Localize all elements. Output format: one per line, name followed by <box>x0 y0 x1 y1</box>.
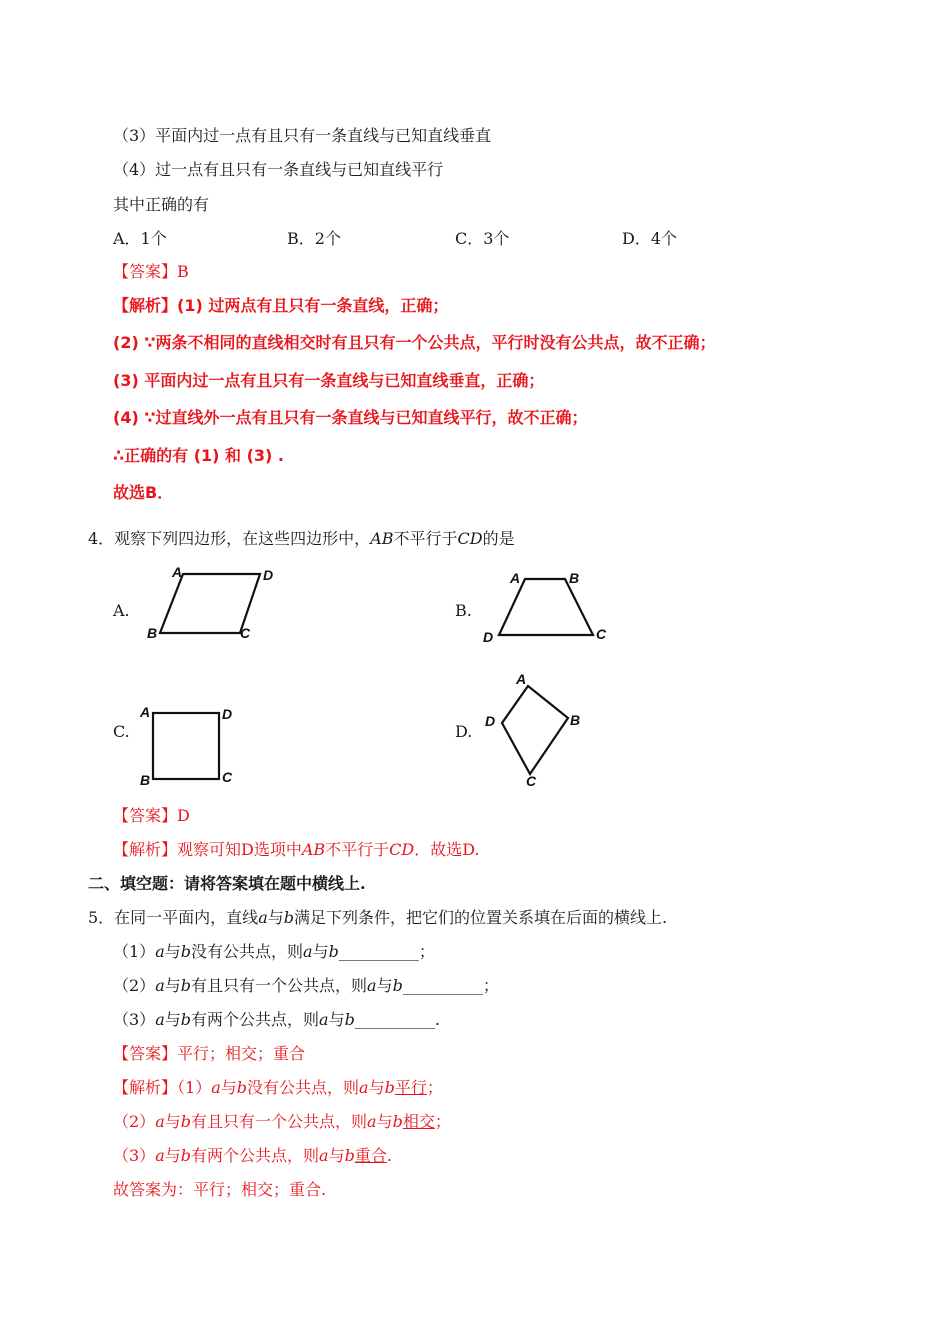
q3-option-a: A．1个 <box>113 229 167 248</box>
q5-analysis-line-3 <box>113 1146 392 1166</box>
figure-c-vertex-b: B <box>140 772 151 788</box>
q5-a2-and: 与 <box>164 1112 181 1131</box>
q5-a1-and2: 与 <box>368 1078 385 1097</box>
q5-stem-end: 满足下列条件，把它们的位置关系填在后面的横线上. <box>294 908 668 927</box>
q5-condition-2 <box>113 976 499 996</box>
q5-a3-b: b <box>180 1146 191 1165</box>
q4-answer: 【答案】D <box>113 806 190 825</box>
q4-stem-ab: AB <box>370 529 394 548</box>
q4-option-a-label: A. <box>113 601 130 620</box>
q3-analysis-line-5: ∴正确的有 (1) 和 (3) . <box>113 446 285 465</box>
q3-item-3: （3）平面内过一点有且只有一条直线与已知直线垂直 <box>113 126 492 145</box>
q5-c3-a2: a <box>319 1010 329 1029</box>
q3-analysis-line-1: 【解析】(1) 过两点有且只有一条直线，正确； <box>113 296 449 315</box>
q5-a1-num: （1） <box>177 1078 212 1097</box>
q5-a3-mid: 有两个公共点，则 <box>191 1146 320 1165</box>
q5-c2-a2: a <box>367 976 377 995</box>
figure-b-vertex-c: C <box>596 626 607 642</box>
figure-b-trapezoid <box>475 565 620 647</box>
q3-analysis-line-4: (4) ∵过直线外一点有且只有一条直线与已知直线平行，故不正确； <box>113 408 588 427</box>
q3-analysis-line-2: (2) ∵两条不相同的直线相交时有且只有一个公共点，平行时没有公共点，故不正确； <box>113 333 716 352</box>
figure-b-vertex-d: D <box>483 629 494 645</box>
q4-stem-end: 的是 <box>482 529 515 548</box>
figure-c-vertex-a: A <box>140 704 151 720</box>
q5-a1-a2: a <box>359 1078 369 1097</box>
q5-a3-a2: a <box>319 1146 329 1165</box>
q5-a3-period: . <box>386 1146 392 1165</box>
figure-a-vertex-a: A <box>172 564 183 580</box>
figure-d-quadrilateral <box>480 668 590 793</box>
q5-a1-semi: ； <box>426 1078 443 1097</box>
q5-c2-semi: ； <box>482 976 499 995</box>
q5-a1-b: b <box>236 1078 248 1097</box>
q5-condition-3 <box>113 1010 440 1030</box>
q5-stem-start: 5．在同一平面内，直线 <box>88 908 259 927</box>
q5-c3-b: b <box>180 1010 191 1029</box>
q4-analysis-mid: 不平行于 <box>325 840 390 859</box>
q5-a3-answer: 重合 <box>354 1146 387 1165</box>
q5-c3-and: 与 <box>164 1010 181 1029</box>
q5-stem <box>88 908 667 928</box>
figure-b-shape <box>499 579 593 635</box>
q5-c1-and: 与 <box>164 942 181 961</box>
q5-c2-mid: 有且只有一个公共点，则 <box>191 976 368 995</box>
q5-a1-and: 与 <box>220 1078 237 1097</box>
q5-a1-b2: b <box>384 1078 395 1097</box>
q4-option-b-label: B. <box>455 601 472 620</box>
q5-c2-and2: 与 <box>376 976 393 995</box>
q3-option-b: B．2个 <box>287 229 341 248</box>
q5-c1-blank: __________ <box>338 942 419 961</box>
q5-a1-mid: 没有公共点，则 <box>247 1078 360 1097</box>
q5-c2-b: b <box>180 976 191 995</box>
q5-a2-b: b <box>180 1112 191 1131</box>
q5-a3-and2: 与 <box>328 1146 345 1165</box>
q3-answer: 【答案】B <box>113 262 189 281</box>
q5-final-answer: 故答案为：平行；相交；重合. <box>113 1180 327 1199</box>
q3-option-d: D．4个 <box>622 229 678 248</box>
q5-stem-a: a <box>258 908 268 927</box>
figure-d-shape <box>502 686 568 774</box>
q4-stem-mid: 不平行于 <box>393 529 458 548</box>
figure-c-shape <box>153 713 219 779</box>
q5-a2-num: （2） <box>113 1112 156 1131</box>
figure-a-parallelogram <box>140 560 290 645</box>
q5-a3-b2: b <box>344 1146 355 1165</box>
q5-analysis-line-2 <box>113 1112 451 1132</box>
q5-stem-b: b <box>283 908 294 927</box>
q4-stem-num: 4．观察下列四边形，在这些四边形中， <box>88 529 371 548</box>
q3-prompt: 其中正确的有 <box>113 195 210 214</box>
figure-c-vertex-d: D <box>222 706 233 722</box>
q5-c3-blank: __________ <box>354 1010 435 1029</box>
q5-c2-num: （2） <box>113 976 156 995</box>
figure-b-vertex-a: A <box>510 570 521 586</box>
q4-analysis-pre: 【解析】观察可知D选项中 <box>113 840 302 859</box>
q4-analysis <box>113 840 480 860</box>
q5-c2-and: 与 <box>164 976 181 995</box>
q4-analysis-end: ．故选D. <box>414 840 480 859</box>
q4-analysis-cd: CD <box>389 840 415 859</box>
figure-d-vertex-d: D <box>485 713 496 729</box>
q5-condition-1 <box>113 942 435 962</box>
figure-d-vertex-c: C <box>526 773 537 789</box>
q5-c3-a: a <box>155 1010 165 1029</box>
q5-c2-blank: __________ <box>402 976 483 995</box>
q5-a2-answer: 相交 <box>402 1112 435 1131</box>
figure-d-vertex-a: A <box>516 671 527 687</box>
q5-c1-num: （1） <box>113 942 156 961</box>
figure-a-vertex-b: B <box>147 625 158 641</box>
q5-answer: 【答案】平行；相交；重合 <box>113 1044 306 1063</box>
q3-option-c: C．3个 <box>455 229 510 248</box>
q5-a3-a: a <box>155 1146 165 1165</box>
figure-a-vertex-d: D <box>263 567 274 583</box>
q4-option-c-label: C. <box>113 722 130 741</box>
q5-c1-b2: b <box>328 942 339 961</box>
figure-b-vertex-b: B <box>569 570 580 586</box>
q5-stem-and: 与 <box>267 908 284 927</box>
q5-a1-answer: 平行 <box>394 1078 427 1097</box>
q3-analysis-line-6: 故选B． <box>113 483 174 502</box>
q5-analysis-label: 【解析】 <box>113 1078 178 1097</box>
q4-option-d-label: D. <box>455 722 473 741</box>
q5-analysis-line-1 <box>113 1078 443 1098</box>
figure-c-vertex-c: C <box>222 769 233 785</box>
q5-a2-semi: ； <box>434 1112 451 1131</box>
q4-stem-cd: CD <box>457 529 483 548</box>
q4-stem <box>88 529 515 549</box>
q5-a2-mid: 有且只有一个公共点，则 <box>191 1112 368 1131</box>
q5-a2-b2: b <box>392 1112 403 1131</box>
q3-analysis-line-3: (3) 平面内过一点有且只有一条直线与已知直线垂直，正确； <box>113 371 545 390</box>
q5-c1-a: a <box>155 942 165 961</box>
q5-c3-and2: 与 <box>328 1010 345 1029</box>
q5-c3-period: . <box>434 1010 440 1029</box>
section-2-title: 二、填空题：请将答案填在题中横线上. <box>88 874 366 893</box>
q5-c1-and2: 与 <box>312 942 329 961</box>
q5-a3-num: （3） <box>113 1146 156 1165</box>
q5-a3-and: 与 <box>164 1146 181 1165</box>
q5-c3-b2: b <box>344 1010 355 1029</box>
q5-c1-mid: 没有公共点，则 <box>191 942 304 961</box>
q5-a2-a: a <box>155 1112 165 1131</box>
q5-c3-num: （3） <box>113 1010 156 1029</box>
q5-c1-semi: ； <box>418 942 435 961</box>
figure-a-vertex-c: C <box>240 625 251 641</box>
figure-c-square <box>135 700 245 790</box>
q5-c1-a2: a <box>303 942 313 961</box>
q4-analysis-ab: AB <box>301 840 326 859</box>
q5-a2-a2: a <box>367 1112 377 1131</box>
q5-c2-a: a <box>155 976 165 995</box>
q3-item-4: （4）过一点有且只有一条直线与已知直线平行 <box>113 160 444 179</box>
q5-a1-a: a <box>211 1078 221 1097</box>
q5-c2-b2: b <box>392 976 403 995</box>
figure-d-vertex-b: B <box>570 712 581 728</box>
q5-a2-and2: 与 <box>376 1112 393 1131</box>
q5-c1-b: b <box>180 942 191 961</box>
q5-c3-mid: 有两个公共点，则 <box>191 1010 320 1029</box>
